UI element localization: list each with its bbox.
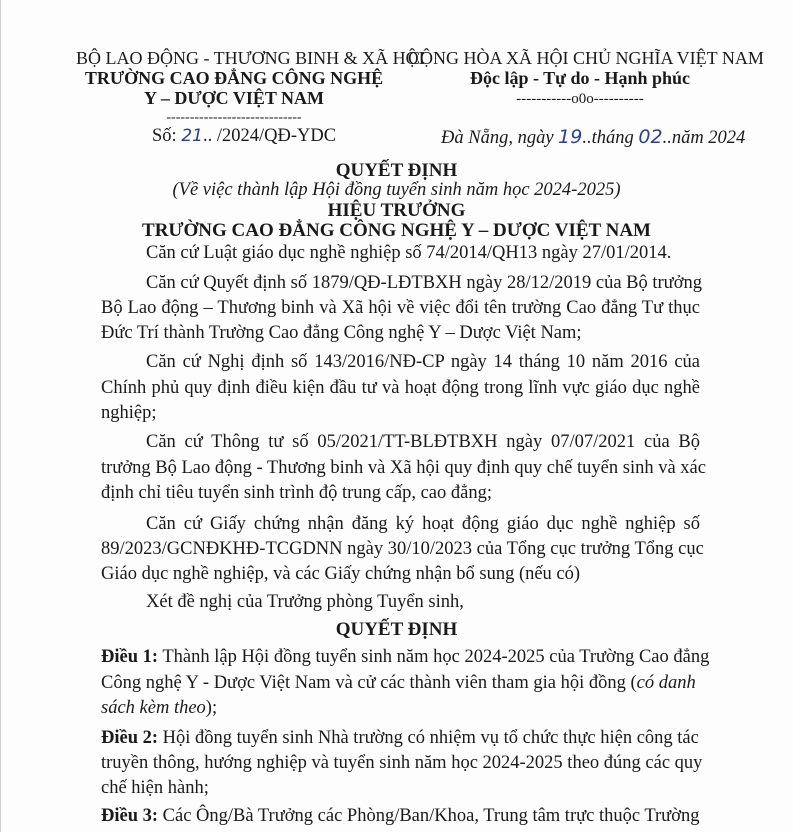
article-3-line1: Điều 3: Các Ông/Bà Trưởng các Phòng/Ban/Khoa, Trung tâm trực thuộc Trường bbox=[101, 806, 700, 826]
basis-decision-line2: Bộ Lao động – Thương binh và Xã hội về việc đổi tên trường Cao đẳng Tư thục bbox=[101, 298, 700, 318]
basis-circular-line3: định chỉ tiêu tuyển sinh trình độ trung cấp, cao đẳng; bbox=[101, 483, 492, 503]
ministry-name: BỘ LAO ĐỘNG - THƯƠNG BINH & XÃ HỘI bbox=[76, 48, 425, 68]
scan-edge-line bbox=[0, 0, 1, 832]
article-2-line1: Điều 2: Hội đồng tuyển sinh Nhà trường có nhiệm vụ tổ chức thực hiện công tác bbox=[101, 728, 699, 748]
basis-certificate-line1: Căn cứ Giấy chứng nhận đăng ký hoạt động giáo dục nghề nghiệp số bbox=[146, 514, 700, 534]
article-1-line2: Công nghệ Y - Dược Việt Nam và cử các thành viên tham gia hội đồng (có danh bbox=[101, 673, 696, 693]
basis-circular-line2: trưởng Bộ Lao động - Thương binh và Xã hội quy định quy chế tuyển sinh và xác bbox=[101, 458, 706, 478]
authority-school: TRƯỜNG CAO ĐẲNG CÔNG NGHỆ Y – DƯỢC VIỆT NAM bbox=[142, 220, 651, 241]
document-date: Đà Nẵng, ngày 19..tháng 02..năm 2024 bbox=[441, 126, 746, 148]
article-2-label: Điều 2: bbox=[101, 728, 159, 748]
basis-circular-line1: Căn cứ Thông tư số 05/2021/TT-BLĐTBXH ngày 07/07/2021 của Bộ bbox=[146, 432, 700, 452]
decide-heading: QUYẾT ĐỊNH bbox=[335, 619, 458, 640]
basis-decree-line1: Căn cứ Nghị định số 143/2016/NĐ-CP ngày 14 tháng 10 năm 2016 của bbox=[146, 352, 700, 372]
basis-certificate-line2: 89/2023/GCNĐKHĐ-TCGDNN ngày 30/10/2023 của Tổng cục trưởng Tổng cục bbox=[101, 539, 704, 559]
basis-law: Căn cứ Luật giáo dục nghề nghiệp số 74/2014/QH13 ngày 27/01/2014. bbox=[146, 243, 672, 263]
document-number: Số: 21.. /2024/QĐ-YDC bbox=[152, 126, 337, 146]
authority-title: HIỆU TRƯỞNG bbox=[327, 200, 466, 221]
header-right-rule: -----------o0o---------- bbox=[516, 91, 644, 107]
basis-certificate-line3: Giáo dục nghề nghiệp, và các Giấy chứng nhận bổ sung (nếu có) bbox=[101, 564, 581, 584]
proposal-line: Xét đề nghị của Trưởng phòng Tuyển sinh, bbox=[146, 592, 464, 612]
decision-title: QUYẾT ĐỊNH bbox=[335, 160, 458, 181]
article-1-line1: Điều 1: Thành lập Hội đồng tuyển sinh năm học 2024-2025 của Trường Cao đẳng bbox=[101, 647, 710, 667]
article-2-line2: truyền thông, hướng nghiệp và tuyển sinh năm học 2024-2025 theo đúng các quy bbox=[101, 753, 703, 773]
article-2-line3: chế hiện hành; bbox=[101, 778, 209, 798]
basis-decree-line2: Chính phủ quy định điều kiện đầu tư và hoạt động trong lĩnh vực giáo dục nghề bbox=[101, 378, 700, 398]
republic-name: CỘNG HÒA XÃ HỘI CHỦ NGHĨA VIỆT NAM bbox=[408, 48, 764, 68]
handwritten-month: 02 bbox=[638, 126, 663, 148]
basis-decree-line3: nghiệp; bbox=[101, 403, 157, 423]
article-1-label: Điều 1: bbox=[101, 647, 159, 667]
article-3-label: Điều 3: bbox=[101, 806, 159, 826]
basis-decision-line3: Đức Trí thành Trường Cao đẳng Công nghệ Y – Dược Việt Nam; bbox=[101, 323, 582, 343]
article-1-line3: sách kèm theo); bbox=[101, 698, 218, 718]
handwritten-day: 19 bbox=[558, 126, 583, 148]
decision-subtitle: (Về việc thành lập Hội đồng tuyển sinh năm học 2024-2025) bbox=[172, 180, 621, 200]
national-motto: Độc lập - Tự do - Hạnh phúc bbox=[469, 68, 691, 88]
school-name-line1: TRƯỜNG CAO ĐẲNG CÔNG NGHỆ bbox=[84, 68, 384, 88]
header-left-rule: ----------------------------- bbox=[166, 110, 302, 125]
handwritten-number: 21 bbox=[181, 126, 203, 146]
basis-decision-line1: Căn cứ Quyết định số 1879/QĐ-LĐTBXH ngày 28/12/2019 của Bộ trưởng bbox=[146, 273, 702, 293]
school-name-line2: Y – DƯỢC VIỆT NAM bbox=[143, 88, 324, 108]
